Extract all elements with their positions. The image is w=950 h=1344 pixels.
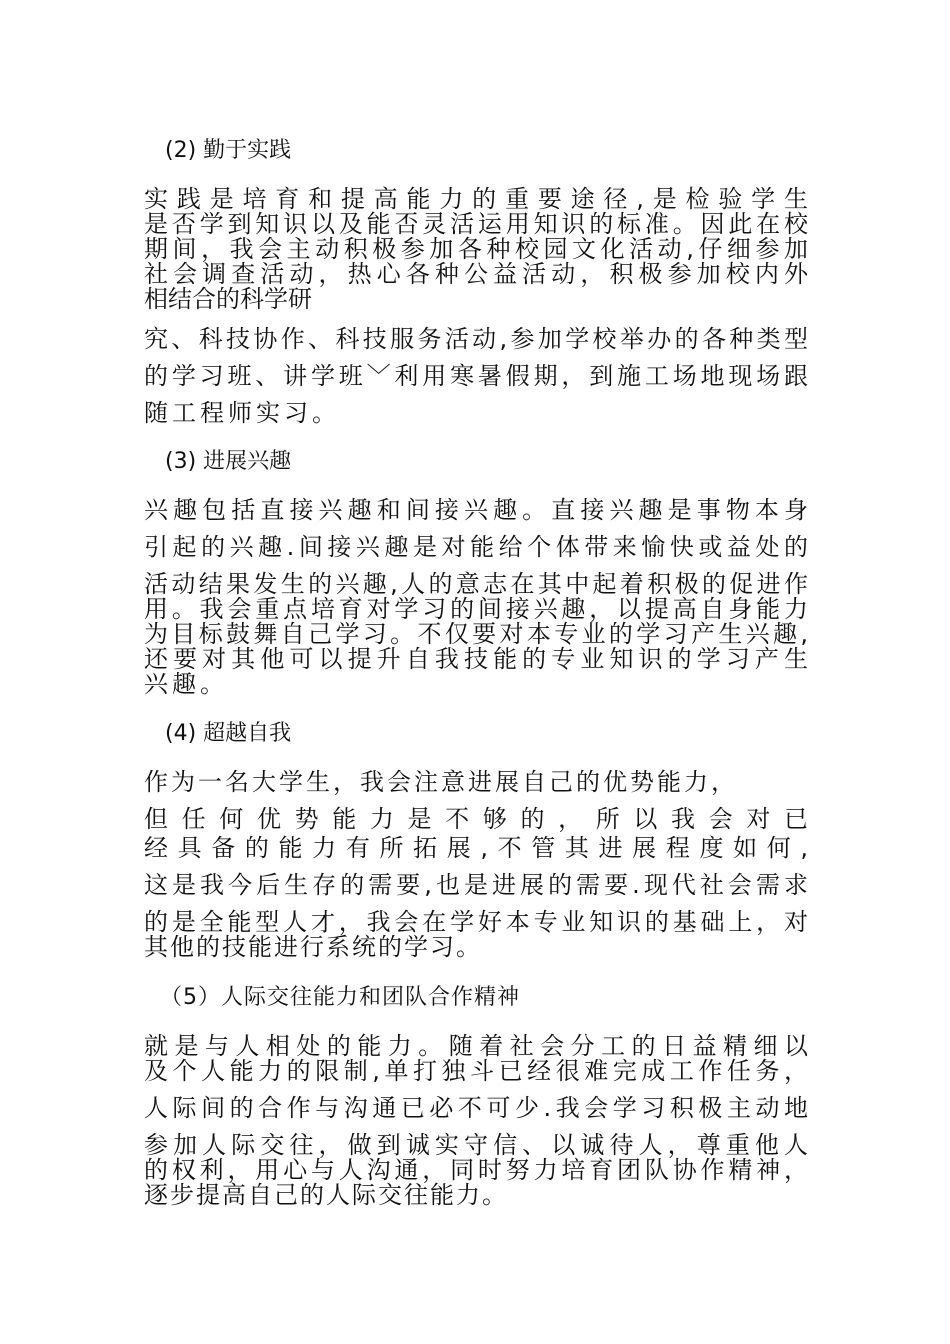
paragraph-line: 这是我今后生存的需要,也是进展的需要.现代社会需求 bbox=[144, 872, 808, 898]
section-heading-self: (4) 超越自我 bbox=[165, 721, 292, 746]
paragraph-line: 相结合的科学研 bbox=[144, 286, 312, 312]
paragraph-line: 为目标鼓舞自己学习。不仅要对本专业的学习产生兴趣, bbox=[144, 621, 808, 647]
paragraph-line: 是否学到知识以及能否灵活运用知识的标准。因此在校 bbox=[144, 211, 808, 237]
paragraph-line: 兴趣。 bbox=[144, 671, 228, 697]
paragraph-line: 还要对其他可以提升自我技能的专业知识的学习产生 bbox=[144, 646, 808, 672]
paragraph-line: 活动结果发生的兴趣,人的意志在其中起着积极的促进作 bbox=[144, 571, 808, 597]
paragraph-line: 经具备的能力有所拓展,不管其进展程度如何, bbox=[144, 835, 808, 861]
paragraph-line: 的是全能型人才，我会在学好本专业知识的基础上，对 bbox=[144, 909, 808, 935]
paragraph-line: 人际间的合作与沟通已必不可少.我会学习积极主动地 bbox=[144, 1095, 808, 1121]
paragraph-line: 随工程师实习。 bbox=[144, 400, 340, 426]
section-heading-teamwork: （5）人际交往能力和团队合作精神 bbox=[160, 985, 520, 1010]
paragraph-line: 逐步提高自己的人际交往能力。 bbox=[144, 1182, 508, 1208]
paragraph-line: 但任何优势能力是不够的，所以我会对已 bbox=[144, 806, 808, 832]
section-heading-practice: (2) 勤于实践 bbox=[165, 138, 292, 163]
paragraph-line: 引起的兴趣.间接兴趣是对能给个体带来愉快或益处的 bbox=[144, 534, 808, 560]
paragraph-line: 参加人际交往，做到诚实守信、以诚待人，尊重他人 bbox=[144, 1132, 808, 1158]
section-heading-interest: (3) 进展兴趣 bbox=[165, 449, 292, 474]
paragraph-line: 的权利，用心与人沟通，同时努力培育团队协作精神， bbox=[144, 1157, 808, 1183]
paragraph-line: 社会调查活动，热心各种公益活动，积极参加校内外 bbox=[144, 261, 808, 287]
paragraph-line: 其他的技能进行系统的学习。 bbox=[144, 934, 482, 960]
paragraph-line: 的学习班、讲学班﹀利用寒暑假期，到施工场地现场跟 bbox=[144, 363, 808, 389]
paragraph-line: 期间，我会主动积极参加各种校园文化活动,仔细参加 bbox=[144, 236, 808, 262]
paragraph-line: 用。我会重点培育对学习的间接兴趣，以提高自身能力 bbox=[144, 596, 808, 622]
paragraph-line: 实践是培育和提高能力的重要途径,是检验学生 bbox=[144, 186, 808, 212]
paragraph-line: 作为一名大学生，我会注意进展自己的优势能力， bbox=[144, 769, 738, 795]
paragraph-line: 究、科技协作、科技服务活动,参加学校举办的各种类型 bbox=[144, 326, 808, 352]
paragraph-line: 兴趣包括直接兴趣和间接兴趣。直接兴趣是事物本身 bbox=[144, 497, 808, 523]
paragraph-line: 及个人能力的限制,单打独斗已经很难完成工作任务， bbox=[144, 1058, 808, 1084]
paragraph-line: 就是与人相处的能力。随着社会分工的日益精细以 bbox=[144, 1033, 808, 1059]
